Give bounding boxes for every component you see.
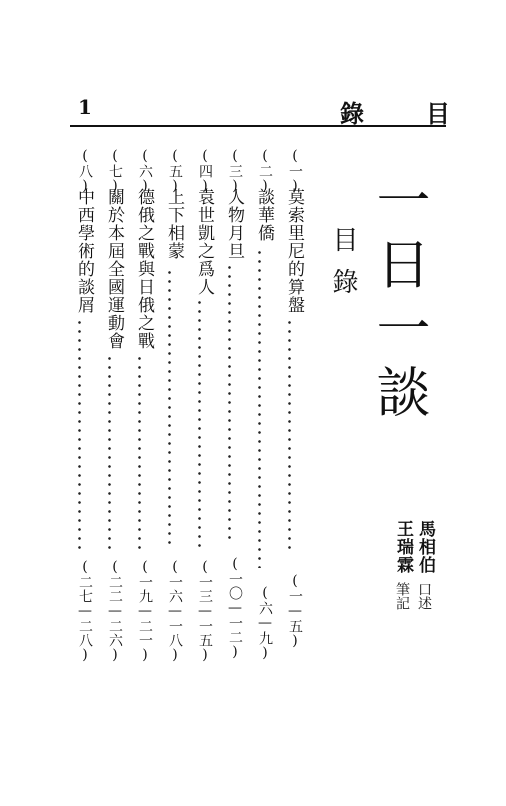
entry-number: (二) (257, 148, 273, 194)
toc-entry[interactable] (128, 148, 152, 668)
entry-title: 關於本屆全國運動會 (104, 188, 124, 350)
entry-pages: (六—九) (257, 585, 273, 661)
author-name-1: 馬相伯 (415, 520, 435, 574)
header-rule (70, 125, 446, 127)
entry-title: 袁世凱之爲人 (194, 188, 214, 296)
entry-pages: (二七—二八) (77, 559, 93, 663)
page-number: 1 (78, 95, 92, 119)
entry-number: (八) (77, 148, 93, 194)
entry-number: (三) (227, 148, 243, 194)
entry-number: (六) (137, 148, 153, 194)
entry-number: (五) (167, 148, 183, 194)
dot-leader (138, 354, 141, 550)
toc-entry[interactable] (68, 148, 92, 668)
entry-title: 中西學術的談屑 (74, 188, 94, 314)
entry-title: 上下相蒙 (164, 188, 184, 260)
running-head-lu: 錄 (340, 99, 364, 128)
dot-leader (168, 268, 171, 550)
entry-pages: (一〇—一二) (227, 556, 243, 660)
entry-title: 人物月旦 (224, 188, 244, 260)
toc-entry[interactable] (248, 148, 272, 668)
toc-entry[interactable] (278, 148, 302, 668)
toc-heading: 目錄 (328, 226, 358, 310)
entry-number: (四) (197, 148, 213, 194)
dot-leader (228, 263, 231, 543)
entry-title: 莫索里尼的算盤 (284, 188, 304, 314)
table-of-contents (60, 148, 310, 688)
toc-entry[interactable] (218, 148, 242, 668)
author-name-2: 王瑞霖 (393, 520, 413, 574)
entry-pages: (一六—一八) (167, 559, 183, 663)
author-role-2: 筆記 (394, 582, 410, 610)
dot-leader (78, 318, 81, 550)
entry-pages: (一—五) (287, 573, 303, 649)
dot-leader (258, 248, 261, 568)
toc-entry[interactable] (158, 148, 182, 668)
dot-leader (198, 298, 201, 550)
entry-pages: (二二—二六) (107, 559, 123, 663)
entry-title: 德俄之戰與日俄之戰 (134, 188, 154, 350)
book-title: 一日一談 (368, 172, 431, 428)
toc-entry[interactable] (188, 148, 212, 668)
dot-leader (288, 318, 291, 550)
running-head-mu: 目 (426, 99, 450, 128)
author-role-1: 口述 (416, 582, 432, 610)
dot-leader (108, 354, 111, 550)
entry-number: (七) (107, 148, 123, 194)
entry-title: 談華僑 (254, 188, 274, 242)
toc-entry[interactable] (98, 148, 122, 668)
entry-number: (一) (287, 148, 303, 194)
entry-pages: (一九—二一) (137, 559, 153, 663)
entry-pages: (一三—一五) (197, 559, 213, 663)
author-credits (386, 520, 446, 630)
